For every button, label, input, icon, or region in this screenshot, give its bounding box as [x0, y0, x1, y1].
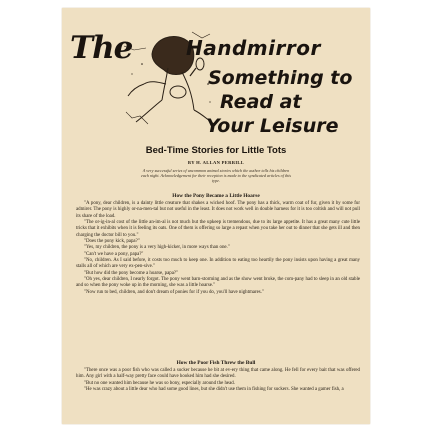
magazine-page: [62, 8, 370, 424]
article-intro: A very successful series of uncommon animal stories which the author tells his children each night. Acknowledgement for their reception is made to the syndicated articles of this type.: [140, 168, 292, 183]
article-title: Bed-Time Stories for Little Tots: [145, 145, 287, 156]
story-body-pony: [76, 201, 360, 296]
paragraph: "A pony, dear children, is a dainty little creature that shakes a wicked hoof. The pony has a thick, warm coat of fur, given it by some fur admirer. The pony is highly or-na-men-tal but not useful in the least. It does not work well in double harness for it is too coltish and will not pull its share of the load.: [76, 201, 360, 219]
paragraph: "The or-ig-in-al cost of the little an-im-al is not much but the upkeep is tremendous, due to its large appetite. It has a great many cute little tricks that it exhibits when it is feeling its oats. One of them is offering so large a repast when you take her out to dinner that she gets ill and then charging the doctor bill to you.": [76, 220, 360, 238]
tagline-line-3: Your Leisure: [206, 115, 339, 137]
masthead-handmirror: Handmirror: [186, 36, 321, 60]
article-byline: BY H. ALLAN PERRILL: [187, 160, 245, 165]
paragraph: "No, children. As I said before, it costs too much to keep one. In addition to eating too heartily the pony insists upon having a great many stalls all of which are very ex-pen-sive.": [76, 258, 360, 270]
paragraph: "Can't we have a pony, papa?": [84, 251, 144, 257]
paragraph: "There once was a poor fish who was called a sucker because he bit at ev-ery thing that came along. He fell for every bait that was offered him. Any girl with a half-way pretty face could have hooked him had she desired.: [76, 368, 360, 380]
story-heading-pony: How the Pony Became a Little Hoarse: [172, 193, 260, 199]
paragraph: "But how did the pony become a hoarse, papa?": [84, 270, 179, 276]
paragraph: "Oh yes, dear children, I nearly forgot. The pony went barn-storming and as the show went broke, the com-pany had to sleep in an old stable and so when the pony woke up in the morning, she was a little hoarse.": [76, 277, 360, 289]
paragraph: "Does the pony kick, papa?": [84, 239, 140, 245]
story-heading-fish: How the Poor Fish Threw the Bull: [176, 360, 256, 366]
tagline-line-2: Read at: [220, 91, 302, 113]
paragraph: "He was crazy about a little dear who had some good lines, but she didn't use them in fishing for suckers. She wanted a gamer fish, a: [84, 387, 344, 393]
paragraph: "Yes, my children, the pony is a very high-kicker, in more ways than one.": [84, 245, 230, 251]
paragraph: "Now run to bed, children, and don't dream of ponies for if you do, you'll have nightmares.": [84, 289, 264, 295]
tagline-line-1: Something to: [208, 67, 353, 89]
story-body-fish: [76, 368, 360, 393]
paragraph: "But no one wanted him because he was so bony, especially around the head.: [84, 380, 235, 386]
masthead-the: The: [70, 30, 133, 66]
